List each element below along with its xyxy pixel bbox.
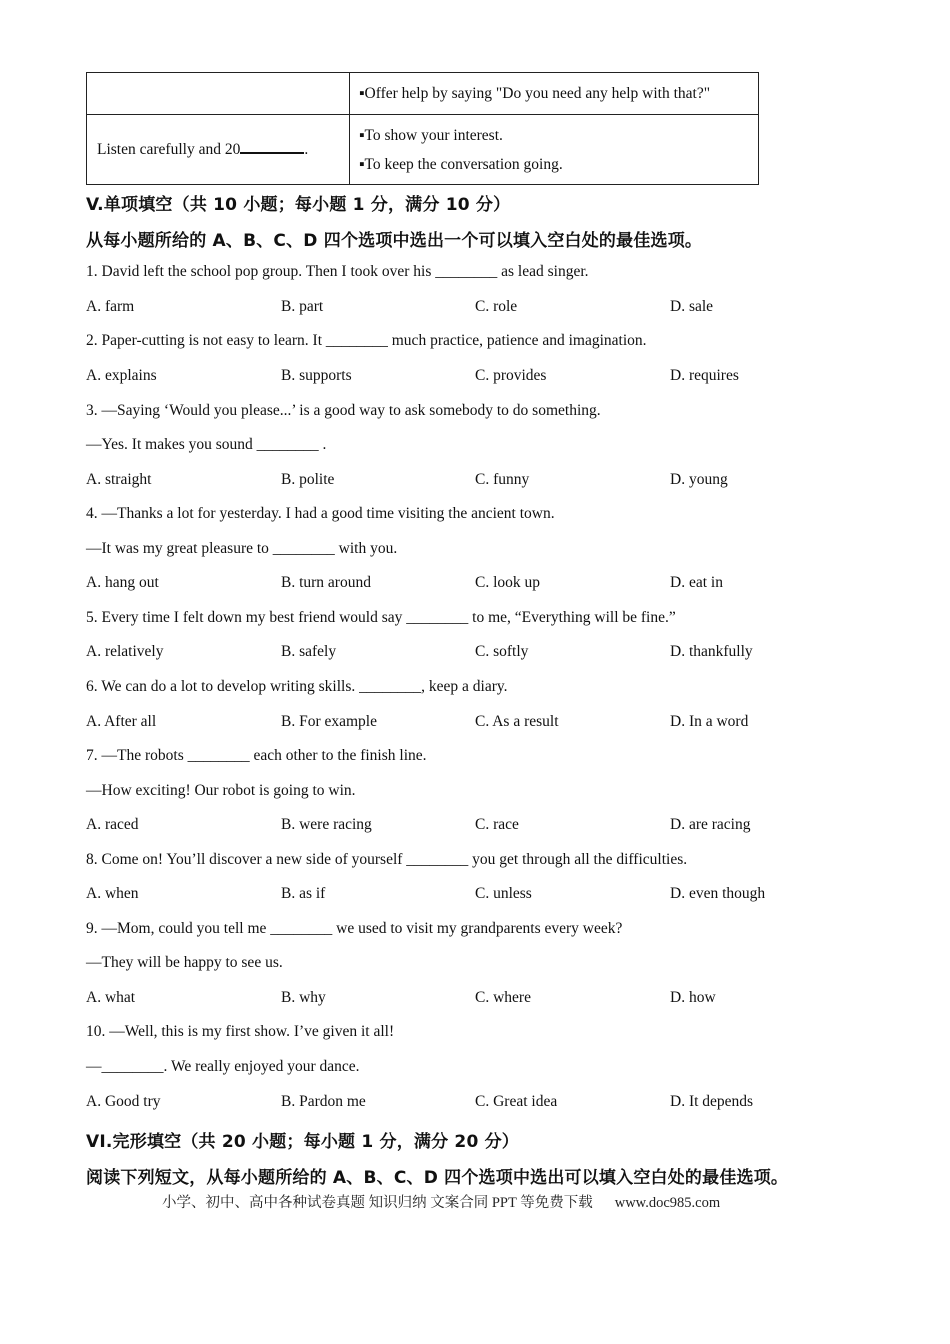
table-cell-right (350, 115, 759, 185)
table-text: . (304, 141, 309, 158)
section-instruction: 从每小题所给的 A、B、C、D 四个选项中选出一个可以填入空白处的最佳选项。 (86, 231, 703, 251)
question-stem: —________. We really enjoyed your dance. (86, 1058, 360, 1075)
option-b: B. as if (281, 885, 326, 902)
option-b: B. turn around (281, 574, 371, 591)
section-instruction: 阅读下列短文，从每小题所给的 A、B、C、D 四个选项中选出可以填入空白处的最佳选项。 (86, 1168, 789, 1188)
table-cell-left (87, 73, 350, 115)
option-c: C. look up (475, 574, 541, 591)
table-cell-right: ▪Offer help by saying "Do you need any help with that?" (350, 73, 759, 115)
option-c: C. Great idea (475, 1093, 558, 1110)
option-d: D. eat in (670, 574, 723, 591)
option-c: C. softly (475, 643, 529, 660)
footer-text: 小学、初中、高中各种试卷真题 知识归纳 文案合同 PPT 等免费下载 (162, 1195, 593, 1211)
option-d: D. are racing (670, 816, 751, 833)
option-row (86, 713, 866, 733)
option-d: D. thankfully (670, 643, 753, 660)
option-c: C. race (475, 816, 519, 833)
option-row (86, 816, 866, 836)
option-a: A. when (86, 885, 139, 902)
option-d: D. how (670, 989, 716, 1006)
option-d: D. requires (670, 367, 739, 384)
table-row (87, 115, 759, 185)
question-stem: 10. —Well, this is my first show. I’ve given it all! (86, 1023, 395, 1040)
option-d: D. It depends (670, 1093, 754, 1110)
option-row (86, 885, 866, 905)
question-stem: 2. Paper-cutting is not easy to learn. It ________ much practice, patience and imagination. (86, 332, 647, 349)
option-a: A. raced (86, 816, 139, 833)
option-b: B. were racing (281, 816, 372, 833)
question-stem: 4. —Thanks a lot for yesterday. I had a good time visiting the ancient town. (86, 505, 555, 522)
option-d: D. In a word (670, 713, 749, 730)
footer-url[interactable]: www.doc985.com (614, 1195, 721, 1211)
table-bullet: ▪To show your interest. (359, 126, 503, 144)
option-b: B. For example (281, 713, 377, 730)
option-a: A. hang out (86, 574, 159, 591)
option-a: A. explains (86, 367, 157, 384)
question-stem: 3. —Saying ‘Would you please...’ is a good way to ask somebody to do something. (86, 402, 601, 419)
option-c: C. where (475, 989, 531, 1006)
option-b: B. polite (281, 471, 335, 488)
question-stem: —It was my great pleasure to ________ with you. (86, 540, 398, 557)
option-a: A. After all (86, 713, 157, 730)
option-d: D. sale (670, 298, 714, 315)
option-d: D. even though (670, 885, 766, 902)
option-row (86, 298, 866, 318)
question-stem: 5. Every time I felt down my best friend would say ________ to me, “Everything will be fine.” (86, 609, 676, 626)
option-b: B. Pardon me (281, 1093, 366, 1110)
option-a: A. relatively (86, 643, 164, 660)
option-c: C. role (475, 298, 518, 315)
table-bullet: ▪To keep the conversation going. (359, 155, 563, 173)
answer-blank (240, 140, 304, 154)
option-row (86, 1093, 866, 1113)
option-d: D. young (670, 471, 728, 488)
question-stem: —They will be happy to see us. (86, 954, 283, 971)
option-b: B. why (281, 989, 326, 1006)
option-row (86, 471, 866, 491)
option-row (86, 989, 866, 1009)
question-stem: 8. Come on! You’ll discover a new side of yourself ________ you get through all the difficulties. (86, 851, 688, 868)
option-c: C. As a result (475, 713, 559, 730)
question-stem: 6. We can do a lot to develop writing skills. ________, keep a diary. (86, 678, 508, 695)
option-row (86, 643, 866, 663)
question-stem: 1. David left the school pop group. Then I took over his ________ as lead singer. (86, 263, 589, 280)
question-stem: —How exciting! Our robot is going to win. (86, 782, 356, 799)
option-b: B. part (281, 298, 324, 315)
option-c: C. funny (475, 471, 530, 488)
page-footer (162, 1191, 720, 1212)
option-a: A. what (86, 989, 136, 1006)
section-title: V.单项填空（共 10 小题；每小题 1 分，满分 10 分） (86, 195, 511, 215)
question-stem: 9. —Mom, could you tell me ________ we used to visit my grandparents every week? (86, 920, 623, 937)
option-a: A. straight (86, 471, 152, 488)
option-b: B. supports (281, 367, 352, 384)
option-b: B. safely (281, 643, 337, 660)
question-stem: —Yes. It makes you sound ________ . (86, 436, 327, 453)
table-text: Listen carefully and 20 (97, 141, 241, 158)
option-a: A. farm (86, 298, 135, 315)
option-row (86, 367, 866, 387)
option-row (86, 574, 866, 594)
option-a: A. Good try (86, 1093, 161, 1110)
communication-table (86, 72, 759, 185)
section-title: VI.完形填空（共 20 小题；每小题 1 分，满分 20 分） (86, 1132, 519, 1152)
option-c: C. unless (475, 885, 532, 902)
table-row (87, 73, 759, 115)
table-cell-left (87, 115, 350, 185)
question-stem: 7. —The robots ________ each other to the finish line. (86, 747, 427, 764)
option-c: C. provides (475, 367, 547, 384)
